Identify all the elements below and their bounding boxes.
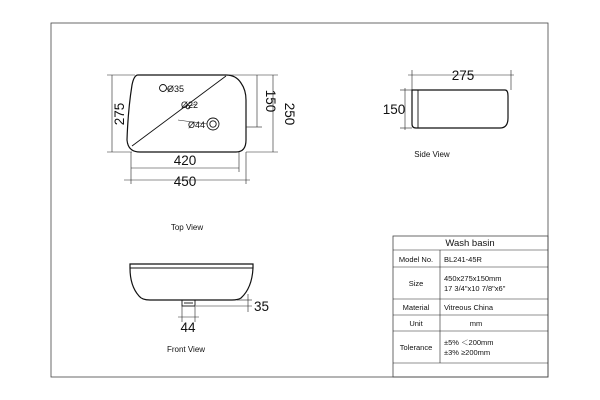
- caption-front-view: Front View: [166, 345, 206, 354]
- tb-value-tol-2: ±3% ≥200mm: [444, 348, 491, 357]
- tb-value-size-in: 17 3/4"x10 7/8"x6": [444, 284, 506, 293]
- top-view: [107, 75, 297, 232]
- tb-title: Wash basin: [445, 238, 495, 249]
- dim-label-420: 420: [173, 153, 197, 168]
- tb-label-size: Size: [408, 279, 424, 288]
- label-hole-35: Ø35: [167, 84, 185, 94]
- tb-value-size-mm: 450x275x150mm: [444, 274, 502, 283]
- tb-value-unit: mm: [469, 319, 483, 328]
- tb-label-unit: Unit: [409, 319, 423, 328]
- dim-label-side-150: 150: [382, 102, 406, 117]
- dim-label-275: 275: [112, 102, 127, 126]
- caption-top-view: Top View: [170, 223, 204, 232]
- dim-label-front-44: 44: [180, 320, 196, 335]
- label-hole-44: Ø44: [188, 120, 206, 130]
- side-view: [383, 68, 514, 159]
- top-view-outline: [127, 75, 246, 152]
- tb-label-model: Model No.: [398, 255, 434, 264]
- dim-label-450: 450: [173, 174, 197, 189]
- tb-value-model: BL241-45R: [444, 255, 482, 264]
- dim-label-front-35: 35: [254, 299, 270, 314]
- front-view: [130, 264, 269, 354]
- caption-side-view: Side View: [414, 150, 450, 159]
- tb-label-material: Material: [402, 303, 430, 312]
- tb-label-tolerance: Tolerance: [399, 343, 433, 352]
- dim-label-side-275: 275: [451, 68, 475, 83]
- dim-label-150: 150: [263, 89, 278, 113]
- label-hole-22: Ø22: [181, 100, 199, 110]
- tb-value-tol-1: ±5% ＜200mm: [444, 338, 494, 347]
- front-view-outline: [130, 264, 253, 300]
- dim-label-250: 250: [282, 102, 297, 126]
- title-block: [393, 236, 548, 377]
- side-view-outline: [412, 90, 508, 128]
- tb-value-material: Vitreous China: [444, 303, 494, 312]
